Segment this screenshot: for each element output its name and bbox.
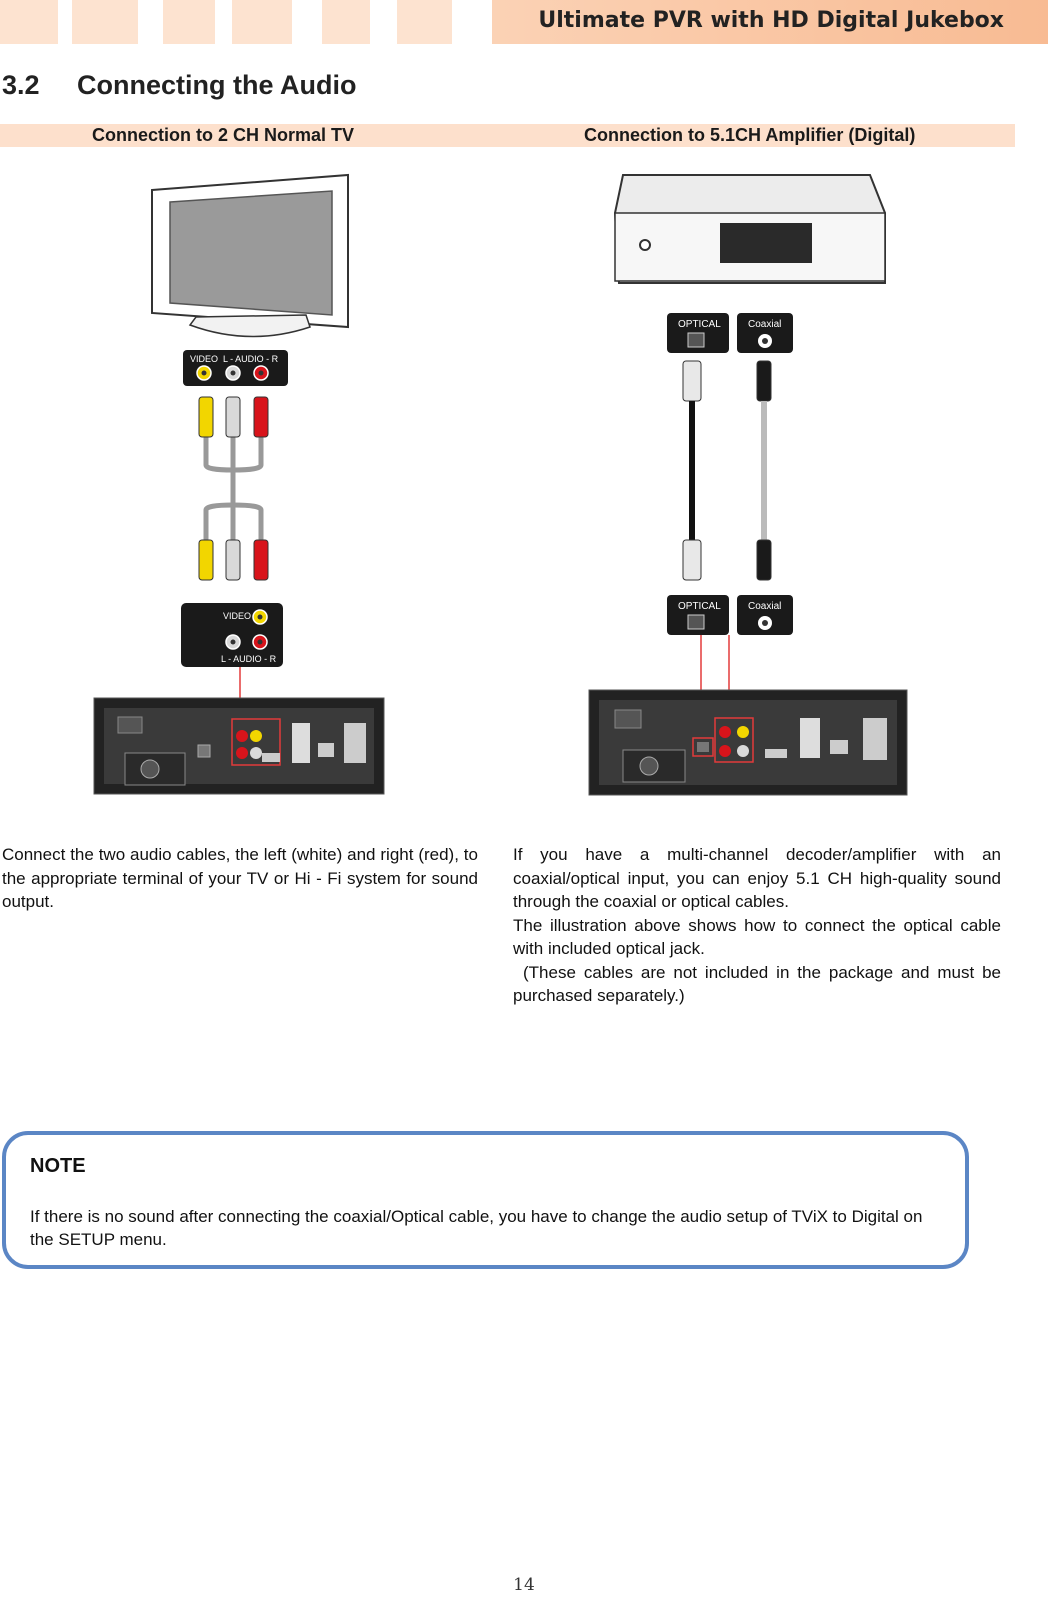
digital-cables	[683, 361, 771, 580]
amplifier-digital-inputs	[667, 313, 793, 353]
right-description-p2: The illustration above shows how to connect the optical cable with included optical jack.	[513, 915, 1001, 958]
column-headings	[0, 124, 1015, 147]
header-decoration	[397, 0, 452, 44]
page-number: 14	[513, 1575, 535, 1595]
media-player-rear-panel	[94, 698, 384, 794]
header-title: Ultimate PVR with HD Digital Jukebox	[538, 8, 1004, 33]
right-description-p1: If you have a multi-channel decoder/amplifier with an coaxial/optical input, you can enjoy 5.1 CH high-quality sound through the coaxial or optical cables.	[513, 845, 1001, 911]
device-audio-label: L - AUDIO - R	[221, 654, 277, 664]
left-column-heading: Connection to 2 CH Normal TV	[92, 125, 355, 145]
page-header	[0, 0, 1048, 44]
dev-coaxial-label: Coaxial	[748, 601, 782, 612]
section-heading: Connecting the Audio	[77, 70, 357, 100]
header-decoration	[72, 0, 138, 44]
left-description	[2, 843, 478, 914]
note-title: NOTE	[30, 1155, 86, 1177]
tv-audio-label: L - AUDIO - R	[223, 354, 279, 364]
header-decoration	[322, 0, 370, 44]
dev-optical-label: OPTICAL	[678, 601, 721, 612]
section-number: 3.2	[2, 70, 40, 100]
device-av-panel	[181, 603, 283, 667]
device-digital-outputs	[667, 595, 793, 635]
tv-illustration	[152, 175, 348, 337]
note-box	[2, 1131, 969, 1269]
section-title	[2, 70, 356, 101]
tv-connection-diagram	[80, 165, 410, 820]
amplifier-connection-diagram	[585, 165, 930, 825]
tv-input-panel	[183, 350, 288, 386]
header-decoration	[0, 0, 58, 44]
amp-optical-label: OPTICAL	[678, 319, 721, 330]
right-description	[513, 843, 1001, 1008]
right-description-p3: (These cables are not included in the package and must be purchased separately.)	[513, 962, 1001, 1005]
left-description-text: Connect the two audio cables, the left (white) and right (red), to the appropriate terminal of your TV or Hi - Fi system for sound output.	[2, 845, 478, 911]
note-body: If there is no sound after connecting the coaxial/Optical cable, you have to change the audio setup of TViX to Digital on the SETUP menu.	[30, 1207, 923, 1249]
amplifier-illustration	[615, 175, 885, 283]
header-decoration	[232, 0, 292, 44]
amp-coaxial-label: Coaxial	[748, 319, 782, 330]
right-column-heading: Connection to 5.1CH Amplifier (Digital)	[584, 125, 916, 145]
header-decoration	[163, 0, 215, 44]
rca-cable	[199, 397, 268, 580]
device-video-label: VIDEO	[223, 611, 252, 621]
tv-video-label: VIDEO	[190, 354, 219, 364]
media-player-rear-panel	[589, 690, 907, 795]
